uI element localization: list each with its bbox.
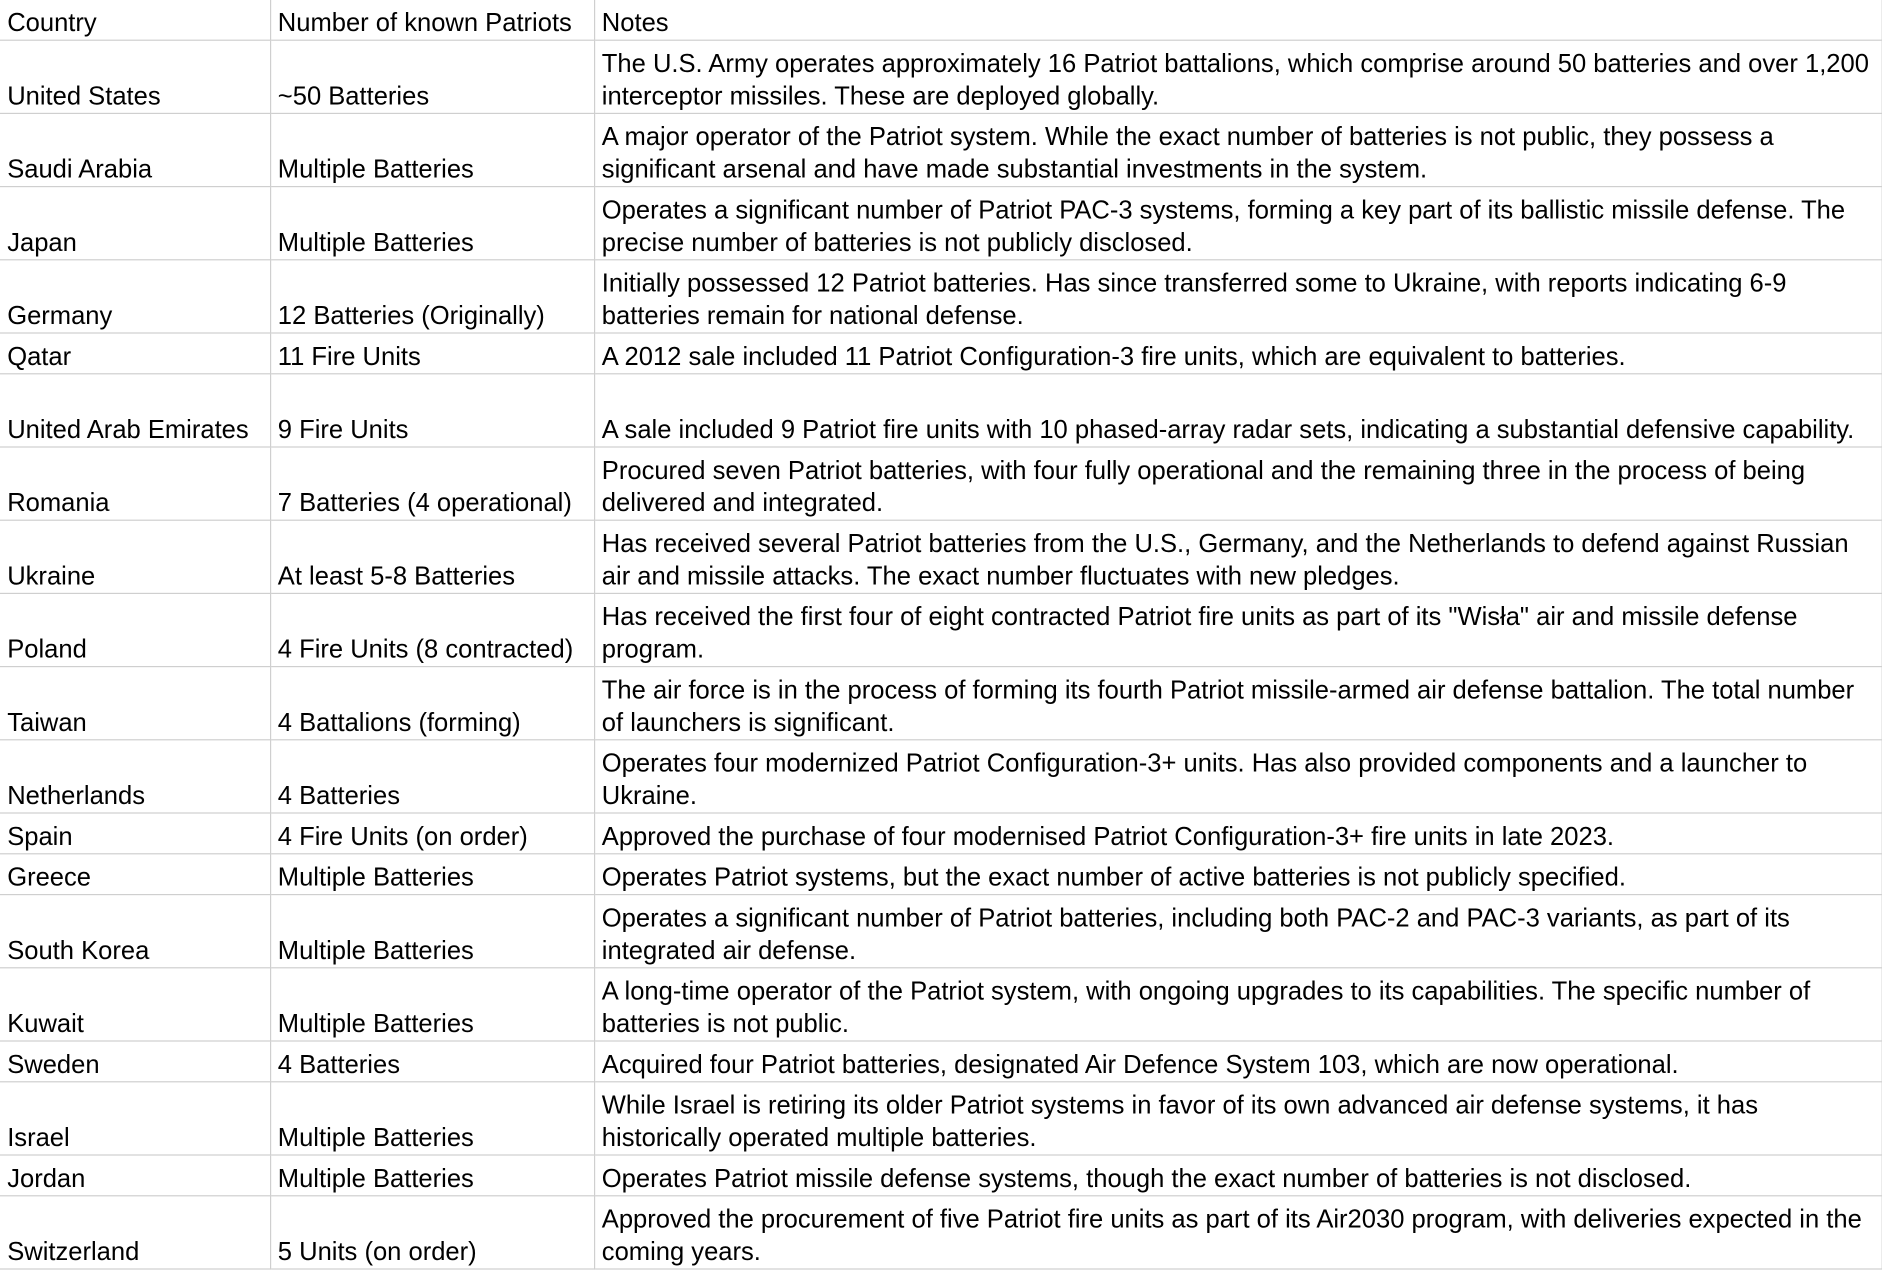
country-cell[interactable]: Qatar <box>0 333 270 374</box>
country-cell[interactable]: Ukraine <box>0 520 270 593</box>
table-row <box>0 374 1882 447</box>
known-patriots-cell[interactable]: Multiple Batteries <box>270 1155 594 1196</box>
country-cell[interactable]: United States <box>0 40 270 113</box>
known-patriots-cell[interactable]: Multiple Batteries <box>270 854 594 895</box>
country-cell[interactable]: South Korea <box>0 895 270 968</box>
known-patriots-cell[interactable]: Multiple Batteries <box>270 968 594 1041</box>
country-cell[interactable]: Germany <box>0 260 270 333</box>
notes-cell[interactable]: Approved the purchase of four modernised Patriot Configuration-3+ fire units in late 2023. <box>594 813 1882 854</box>
table-row <box>0 333 1882 374</box>
table-row <box>0 260 1882 333</box>
country-cell[interactable]: Taiwan <box>0 667 270 740</box>
table-row <box>0 1041 1882 1082</box>
table-row <box>0 40 1882 113</box>
country-cell[interactable]: Romania <box>0 447 270 520</box>
table-row <box>0 667 1882 740</box>
notes-cell[interactable]: While Israel is retiring its older Patriot systems in favor of its own advanced air defense systems, it has historically operated multiple batteries. <box>594 1082 1882 1155</box>
table-row <box>0 593 1882 666</box>
known-patriots-cell[interactable]: 7 Batteries (4 operational) <box>270 447 594 520</box>
table-row <box>0 1082 1882 1155</box>
known-patriots-cell[interactable]: Multiple Batteries <box>270 1082 594 1155</box>
header-notes[interactable]: Notes <box>594 0 1882 40</box>
country-cell[interactable]: United Arab Emirates <box>0 374 270 447</box>
known-patriots-cell[interactable]: 12 Batteries (Originally) <box>270 260 594 333</box>
known-patriots-cell[interactable]: 9 Fire Units <box>270 374 594 447</box>
known-patriots-cell[interactable]: 5 Units (on order) <box>270 1196 594 1269</box>
table-row <box>0 854 1882 895</box>
header-country[interactable]: Country <box>0 0 270 40</box>
notes-cell[interactable]: A major operator of the Patriot system. While the exact number of batteries is not public, they possess a significant arsenal and have made substantial investments in the system. <box>594 113 1882 186</box>
table-row <box>0 1155 1882 1196</box>
country-cell[interactable]: Japan <box>0 187 270 260</box>
known-patriots-cell[interactable]: ~50 Batteries <box>270 40 594 113</box>
notes-cell[interactable]: Operates Patriot missile defense systems, though the exact number of batteries is not disclosed. <box>594 1155 1882 1196</box>
country-cell[interactable]: Greece <box>0 854 270 895</box>
known-patriots-cell[interactable]: Multiple Batteries <box>270 895 594 968</box>
country-cell[interactable]: Spain <box>0 813 270 854</box>
country-cell[interactable]: Sweden <box>0 1041 270 1082</box>
known-patriots-cell[interactable]: 4 Batteries <box>270 740 594 813</box>
table-row <box>0 740 1882 813</box>
table-row <box>0 1196 1882 1269</box>
known-patriots-cell[interactable]: 4 Fire Units (8 contracted) <box>270 593 594 666</box>
known-patriots-cell[interactable]: At least 5-8 Batteries <box>270 520 594 593</box>
notes-cell[interactable]: Acquired four Patriot batteries, designated Air Defence System 103, which are now operational. <box>594 1041 1882 1082</box>
notes-cell[interactable]: Procured seven Patriot batteries, with four fully operational and the remaining three in the process of being delivered and integrated. <box>594 447 1882 520</box>
country-cell[interactable]: Netherlands <box>0 740 270 813</box>
notes-cell[interactable]: A long-time operator of the Patriot system, with ongoing upgrades to its capabilities. The specific number of batteries is not public. <box>594 968 1882 1041</box>
table-row <box>0 187 1882 260</box>
known-patriots-cell[interactable]: 4 Batteries <box>270 1041 594 1082</box>
notes-cell[interactable]: Operates Patriot systems, but the exact number of active batteries is not publicly specified. <box>594 854 1882 895</box>
known-patriots-cell[interactable]: 4 Fire Units (on order) <box>270 813 594 854</box>
notes-cell[interactable]: A sale included 9 Patriot fire units with 10 phased-array radar sets, indicating a substantial defensive capability. <box>594 374 1882 447</box>
known-patriots-cell[interactable]: Multiple Batteries <box>270 113 594 186</box>
notes-cell[interactable]: A 2012 sale included 11 Patriot Configuration-3 fire units, which are equivalent to batteries. <box>594 333 1882 374</box>
table-row <box>0 520 1882 593</box>
notes-cell[interactable]: The air force is in the process of forming its fourth Patriot missile-armed air defense battalion. The total number of launchers is significant. <box>594 667 1882 740</box>
known-patriots-cell[interactable]: 11 Fire Units <box>270 333 594 374</box>
country-cell[interactable]: Israel <box>0 1082 270 1155</box>
country-cell[interactable]: Poland <box>0 593 270 666</box>
table-row <box>0 895 1882 968</box>
known-patriots-cell[interactable]: Multiple Batteries <box>270 187 594 260</box>
notes-cell[interactable]: The U.S. Army operates approximately 16 Patriot battalions, which comprise around 50 batteries and over 1,200 interceptor missiles. These are deployed globally. <box>594 40 1882 113</box>
header-row <box>0 0 1882 40</box>
notes-cell[interactable]: Operates four modernized Patriot Configuration-3+ units. Has also provided components and a launcher to Ukraine. <box>594 740 1882 813</box>
notes-cell[interactable]: Operates a significant number of Patriot batteries, including both PAC-2 and PAC-3 variants, as part of its integrated air defense. <box>594 895 1882 968</box>
notes-cell[interactable]: Has received the first four of eight contracted Patriot fire units as part of its "Wisła" air and missile defense program. <box>594 593 1882 666</box>
notes-cell[interactable]: Approved the procurement of five Patriot fire units as part of its Air2030 program, with deliveries expected in the coming years. <box>594 1196 1882 1269</box>
country-cell[interactable]: Saudi Arabia <box>0 113 270 186</box>
notes-cell[interactable]: Initially possessed 12 Patriot batteries. Has since transferred some to Ukraine, with reports indicating 6-9 batteries remain for national defense. <box>594 260 1882 333</box>
country-cell[interactable]: Switzerland <box>0 1196 270 1269</box>
known-patriots-cell[interactable]: 4 Battalions (forming) <box>270 667 594 740</box>
table-row <box>0 113 1882 186</box>
country-cell[interactable]: Jordan <box>0 1155 270 1196</box>
country-cell[interactable]: Kuwait <box>0 968 270 1041</box>
table-row <box>0 968 1882 1041</box>
table-row <box>0 813 1882 854</box>
header-known-patriots[interactable]: Number of known Patriots <box>270 0 594 40</box>
table-row <box>0 447 1882 520</box>
notes-cell[interactable]: Operates a significant number of Patriot PAC-3 systems, forming a key part of its ballistic missile defense. The precise number of batteries is not publicly disclosed. <box>594 187 1882 260</box>
notes-cell[interactable]: Has received several Patriot batteries from the U.S., Germany, and the Netherlands to defend against Russian air and missile attacks. The exact number fluctuates with new pledges. <box>594 520 1882 593</box>
